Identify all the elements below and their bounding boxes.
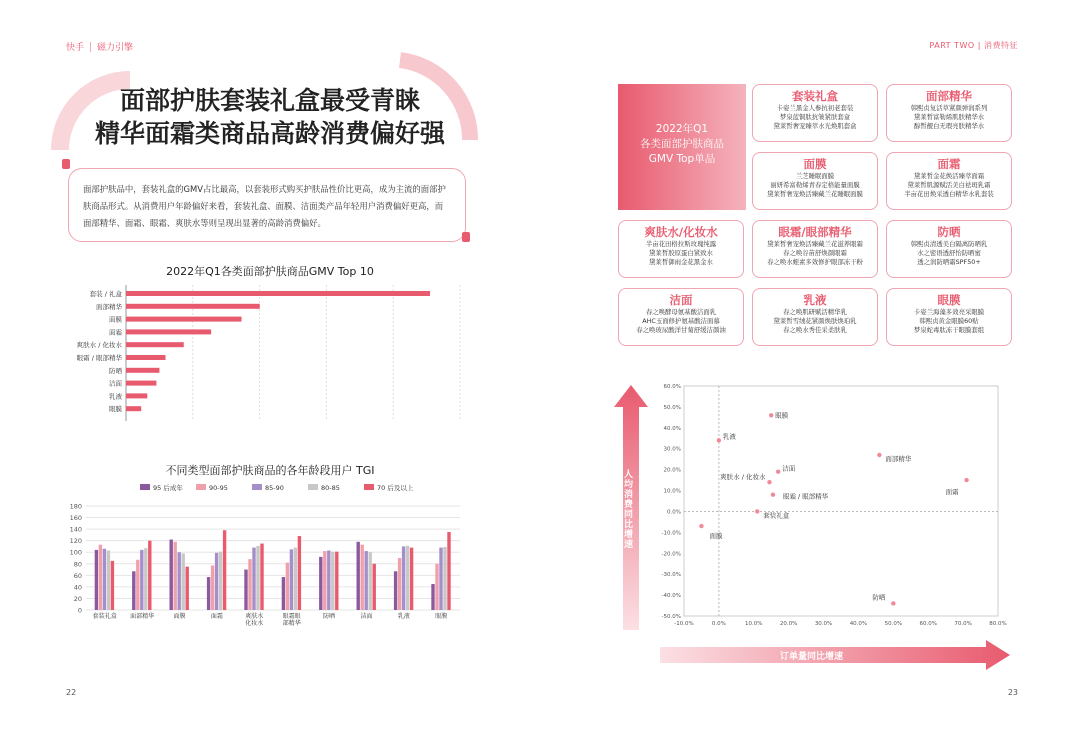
x-tick-label: 面膜 — [173, 613, 186, 620]
x-tick-label: 30.0% — [814, 621, 833, 627]
gmv-category-label: 面部精华 — [96, 302, 122, 311]
x-tick-label: 80.0% — [989, 621, 1007, 627]
page-title — [0, 84, 540, 150]
tgi-bar — [298, 536, 301, 610]
ranking-card — [752, 84, 878, 142]
tgi-bar — [443, 547, 446, 610]
y-tick-label: 40.0% — [663, 425, 681, 432]
legend-label: 85-90 — [265, 484, 284, 492]
scatter-point-label: 眼膜 — [775, 411, 789, 420]
gmv-bar-chart — [60, 285, 480, 425]
y-tick-label: 180 — [69, 502, 82, 511]
x-tick-label: 爽肤水 — [245, 613, 264, 620]
tgi-bar — [95, 550, 98, 610]
x-tick-label: 化妆水 — [245, 620, 264, 627]
ranking-card — [886, 220, 1012, 278]
ranking-card — [618, 288, 744, 346]
gmv-category-label: 眼膜 — [109, 405, 122, 414]
y-tick-label: 80 — [73, 560, 82, 569]
x-tick-label: 10.0% — [745, 621, 763, 627]
ranking-card-item: 黛莱皙肌源赋活美白祛斑乳霜 — [907, 181, 991, 189]
ranking-card-item: 卡姿兰海藻多效亮采眼膜 — [913, 308, 985, 316]
tgi-bar — [439, 548, 442, 610]
summary-box: 面部护肤品中，套装礼盒的GMV占比最高，以套装形式购买护肤品性价比更高，成为主流的面部护肤商品形式。从消费用户年龄偏好来看，套装礼盒、面膜、洁面类产品年轻用户消费偏好更高，而面部精华、面霜、眼霜、爽肤水等则呈现出显著的高龄消费偏好。 — [68, 168, 466, 242]
scatter-point-label: 防晒 — [872, 593, 886, 602]
part-label: PART TWO — [929, 41, 975, 50]
ranking-card-item: 卡姿兰黑金人参抗初老套装 — [776, 104, 854, 112]
y-tick-label: 60.0% — [663, 384, 681, 390]
x-tick-label: 60.0% — [919, 621, 937, 627]
gmv-bar — [126, 368, 159, 373]
y-tick-label: -30.0% — [661, 572, 681, 579]
ranking-title: 2022年Q1 各类面部护肤商品 GMV Top单品 — [640, 123, 724, 165]
tgi-bar-chart — [60, 480, 480, 630]
gmv-bar — [126, 342, 184, 347]
tgi-bar — [357, 542, 360, 610]
tgi-chart-title: 不同类型面部护肤商品的各年龄段用户 TGI — [165, 464, 375, 477]
x-tick-label: 眼膜 — [435, 613, 448, 620]
y-tick-label: 40 — [73, 583, 82, 592]
tgi-bar — [447, 532, 450, 610]
legend-swatch — [308, 484, 318, 490]
tgi-bar — [294, 548, 297, 610]
gmv-bar — [126, 317, 242, 322]
tgi-bar — [99, 545, 102, 610]
gmv-bar — [126, 355, 166, 360]
x-tick-label: 20.0% — [779, 621, 798, 627]
gmv-bar — [126, 304, 260, 309]
tgi-bar — [244, 570, 247, 610]
ranking-card-item: 透之润防晒霜SPF50+ — [917, 258, 981, 266]
ranking-card-head: 面部精华 — [926, 89, 972, 103]
x-tick-label: 部精华 — [282, 620, 301, 627]
gmv-category-label: 套装 / 礼盒 — [89, 290, 122, 298]
y-tick-label: 50.0% — [663, 404, 681, 411]
ranking-card-item: 梦泉蛇毒肽冻干眼膜套组 — [913, 326, 985, 334]
y-tick-label: 140 — [69, 525, 82, 534]
y-tick-label: -50.0% — [661, 614, 681, 620]
y-tick-label: 20.0% — [663, 467, 681, 474]
tgi-bar — [431, 584, 434, 610]
scatter-point — [877, 453, 881, 457]
tgi-bar — [211, 566, 214, 610]
ranking-card-item: 春之唤谷苗舒焕颜眼霜 — [783, 249, 847, 257]
gmv-bar — [126, 291, 430, 296]
y-tick-label: 30.0% — [663, 446, 681, 453]
ranking-card-item: 春之唤水蛭素多效修护眼部冻干粉 — [767, 258, 863, 266]
tgi-bar — [223, 530, 226, 610]
tgi-bar — [406, 546, 409, 610]
scatter-y-label: 人 均 消 费 同 比 增 速 — [624, 470, 634, 550]
tgi-bar — [365, 551, 368, 610]
gmv-chart-title: 2022年Q1各类面部护肤商品GMV Top 10 — [166, 265, 374, 278]
ranking-card-item: 黛莱皙富勒烯肌肤精华水 — [913, 113, 985, 121]
tgi-bar — [207, 577, 210, 610]
tgi-bar — [256, 546, 259, 610]
x-tick-label: -10.0% — [674, 621, 694, 627]
ranking-card-item: 春之唤水秀佳采柔肤乳 — [783, 326, 847, 334]
legend-label: 70 后及以上 — [377, 484, 414, 492]
tgi-bar — [174, 542, 177, 610]
page-number-left: 22 — [66, 688, 77, 697]
legend-swatch — [252, 484, 262, 490]
scatter-point — [767, 480, 771, 484]
ranking-card-item: 半亩花田焕采透白精华水乳套装 — [904, 190, 994, 198]
tgi-bar — [182, 553, 185, 610]
tgi-bar — [186, 567, 189, 610]
ranking-card-head: 眼膜 — [937, 293, 961, 307]
x-tick-label: 乳液 — [397, 613, 410, 620]
x-tick-label: 套装礼盒 — [92, 613, 117, 620]
ranking-card-head: 套装礼盒 — [792, 89, 838, 103]
y-tick-label: -10.0% — [661, 530, 681, 537]
title-line-1: 面部护肤套装礼盒最受青睐 — [119, 86, 420, 115]
y-tick-label: 60 — [73, 571, 82, 580]
scatter-point — [717, 438, 721, 442]
scatter-point-label: 面膜 — [709, 532, 723, 541]
x-tick-label: 面部精华 — [130, 613, 155, 620]
scatter-point — [771, 493, 775, 497]
ranking-card — [618, 220, 744, 278]
scatter-point-label: 面霜 — [945, 488, 959, 497]
tgi-bar — [398, 558, 401, 610]
ranking-card-item: 梦泉蓝铜肽抗皱紧肤套盒 — [779, 113, 851, 121]
tgi-bar — [111, 561, 114, 610]
scatter-chart — [650, 378, 1010, 633]
ranking-card-item: 春之唤酵母氨基酸洁面乳 — [645, 308, 717, 316]
tgi-bar — [107, 550, 110, 610]
x-tick-label: 防晒 — [323, 613, 336, 620]
y-tick-label: 0 — [77, 606, 82, 615]
ranking-title-box — [618, 84, 746, 210]
summary-tag-icon-2 — [462, 232, 470, 242]
ranking-card-item: 春之唤玻尿酸洋甘菊舒缓洁颜油 — [636, 326, 726, 334]
gmv-category-label: 面膜 — [109, 315, 122, 324]
ranking-card-head: 洁面 — [669, 293, 693, 307]
x-tick-label: 50.0% — [884, 621, 903, 627]
scatter-point-label: 乳液 — [722, 432, 736, 441]
x-tick-label: 洁面 — [360, 613, 373, 620]
ranking-card-item: 黛莱皙金花焕活臻萃面霜 — [913, 172, 985, 180]
y-tick-label: 0.0% — [667, 509, 681, 516]
ranking-card — [752, 152, 878, 210]
ranking-card-head: 面霜 — [937, 157, 961, 171]
ranking-card — [752, 288, 878, 346]
ranking-card-item: 黛莱皙御雨金花黑金水 — [649, 258, 713, 266]
gmv-bar — [126, 381, 156, 386]
ranking-card-item: 醇皙靓白无瑕亮肤精华水 — [913, 122, 985, 130]
tgi-bar — [402, 546, 405, 610]
scatter-point-label: 洁面 — [782, 464, 796, 473]
tgi-bar — [140, 550, 143, 610]
tgi-bar — [319, 557, 322, 610]
tgi-bar — [435, 564, 438, 610]
scatter-point — [769, 413, 773, 417]
x-tick-label: 0.0% — [711, 621, 726, 627]
kuaishou-logo-text: 快手 — [66, 43, 85, 53]
scatter-x-label: 订单量同比增速 — [780, 652, 844, 662]
gmv-category-label: 防晒 — [109, 366, 122, 375]
ranking-card-item: 半亩花田格拉斯玫瑰纯露 — [645, 240, 717, 248]
x-tick-label: 面霜 — [210, 613, 223, 620]
x-tick-label: 40.0% — [849, 621, 868, 627]
scatter-point-label: 眼霜 / 眼部精华 — [782, 492, 829, 501]
part-sub-label: 消费特征 — [984, 41, 1018, 50]
ranking-card-item: 韩熙贞黄金眼膜60贴 — [919, 317, 979, 325]
tgi-bar — [327, 550, 330, 610]
legend-swatch — [140, 484, 150, 490]
tgi-bar — [323, 551, 326, 610]
plot-frame — [684, 386, 998, 616]
ranking-card — [886, 152, 1012, 210]
ranking-card-item: 黛莱皙雪绒花紧颜焕肤焕珀乳 — [773, 317, 857, 325]
scatter-point-label: 爽肤水 / 化妆水 — [720, 473, 766, 482]
y-tick-label: -20.0% — [661, 551, 681, 558]
ranking-card-item: 韩熙贞复活草紧颜弹润系列 — [910, 104, 988, 112]
y-tick-label: 120 — [69, 537, 82, 546]
y-tick-label: 10.0% — [663, 488, 681, 495]
y-tick-label: 100 — [69, 548, 82, 557]
ranking-card-item: 兰芝睡眠面膜 — [795, 172, 835, 180]
ranking-card-item: 黛莱皙奢宠焕活臻藏兰花滋养眼霜 — [767, 240, 863, 248]
tgi-bar — [361, 545, 364, 610]
x-tick-label: 眼霜眼 — [282, 613, 301, 620]
title-line-2: 精华面霜类商品高龄消费偏好强 — [94, 119, 445, 148]
tgi-bar — [178, 552, 181, 610]
tgi-bar — [170, 540, 173, 610]
tgi-bar — [282, 577, 285, 610]
section-label: PART TWO | 消费特征 — [929, 41, 1018, 50]
legend-label: 90-95 — [209, 484, 228, 492]
tgi-bar — [103, 549, 106, 610]
y-tick-label: -40.0% — [661, 593, 681, 600]
gmv-bar — [126, 406, 141, 411]
ranking-card-item: 春之唤肌研赋活精华乳 — [783, 308, 847, 316]
summary-tag-icon — [62, 159, 70, 169]
tgi-bar — [132, 571, 135, 610]
scatter-point — [699, 524, 703, 528]
ranking-card-head: 爽肤水/化妆水 — [644, 225, 718, 239]
tgi-bar — [335, 552, 338, 610]
y-tick-label: 160 — [69, 514, 82, 523]
ranking-card-item: 水之密语透舒怡防晒蜜 — [917, 249, 981, 257]
legend-label: 95 后成年 — [153, 484, 183, 492]
scatter-point — [891, 601, 895, 605]
cili-logo-text: 磁力引擎 — [97, 43, 134, 53]
ranking-card — [886, 84, 1012, 142]
y-tick-label: 20 — [73, 594, 82, 603]
ranking-card-head: 防晒 — [937, 225, 961, 239]
gmv-category-label: 眼霜 / 眼部精华 — [76, 354, 122, 362]
tgi-bar — [252, 548, 255, 610]
legend-label: 80-85 — [321, 484, 340, 492]
scatter-point — [776, 470, 780, 474]
tgi-bar — [373, 564, 376, 610]
tgi-bar — [248, 559, 251, 610]
tgi-bar — [286, 563, 289, 610]
scatter-point-label: 面部精华 — [885, 455, 912, 463]
x-tick-label: 70.0% — [954, 621, 972, 627]
tgi-bar — [290, 549, 293, 610]
page-number-right: 23 — [1007, 688, 1018, 697]
tgi-bar — [394, 571, 397, 610]
tgi-bar — [144, 548, 147, 610]
ranking-card-item: 黛莱皙胶原蛋白紧致水 — [649, 249, 713, 257]
tgi-bar — [260, 544, 263, 610]
tgi-bar — [331, 552, 334, 610]
ranking-card-item: 黛莱皙奢宠焕活臻藏兰花睡眠面膜 — [767, 190, 863, 198]
gmv-category-label: 乳液 — [109, 392, 122, 401]
ranking-card — [886, 288, 1012, 346]
ranking-card-item: 韩熙贞清透美白隔离防晒乳 — [910, 240, 988, 248]
gmv-category-label: 面霜 — [109, 328, 122, 337]
tgi-bar — [148, 541, 151, 610]
ranking-card-head: 眼霜/眼部精华 — [778, 225, 852, 239]
tgi-bar — [369, 552, 372, 610]
tgi-bar — [215, 553, 218, 610]
gmv-category-label: 爽肤水 / 化妆水 — [76, 341, 122, 350]
tgi-bar — [219, 552, 222, 610]
gmv-bar — [126, 393, 147, 398]
gmv-bar — [126, 329, 211, 334]
legend-swatch — [196, 484, 206, 490]
ranking-card-item: AHC玉面修护氨基酸洁面慕 — [642, 317, 720, 325]
ranking-card-item: 黛莱皙奢宠臻萃水光焕肌套盒 — [773, 122, 857, 130]
tgi-bar — [410, 548, 413, 610]
ranking-card-head: 面膜 — [803, 157, 827, 171]
legend-swatch — [364, 484, 374, 490]
gmv-category-label: 洁面 — [109, 379, 122, 388]
scatter-point — [755, 509, 759, 513]
ranking-card — [752, 220, 878, 278]
ranking-card-item: 丽妍希富勒烯青春定格能量面膜 — [770, 181, 860, 189]
tgi-bar — [136, 560, 139, 610]
scatter-point — [964, 478, 968, 482]
ranking-card-head: 乳液 — [803, 293, 827, 307]
scatter-point-label: 套装礼盒 — [763, 511, 790, 520]
